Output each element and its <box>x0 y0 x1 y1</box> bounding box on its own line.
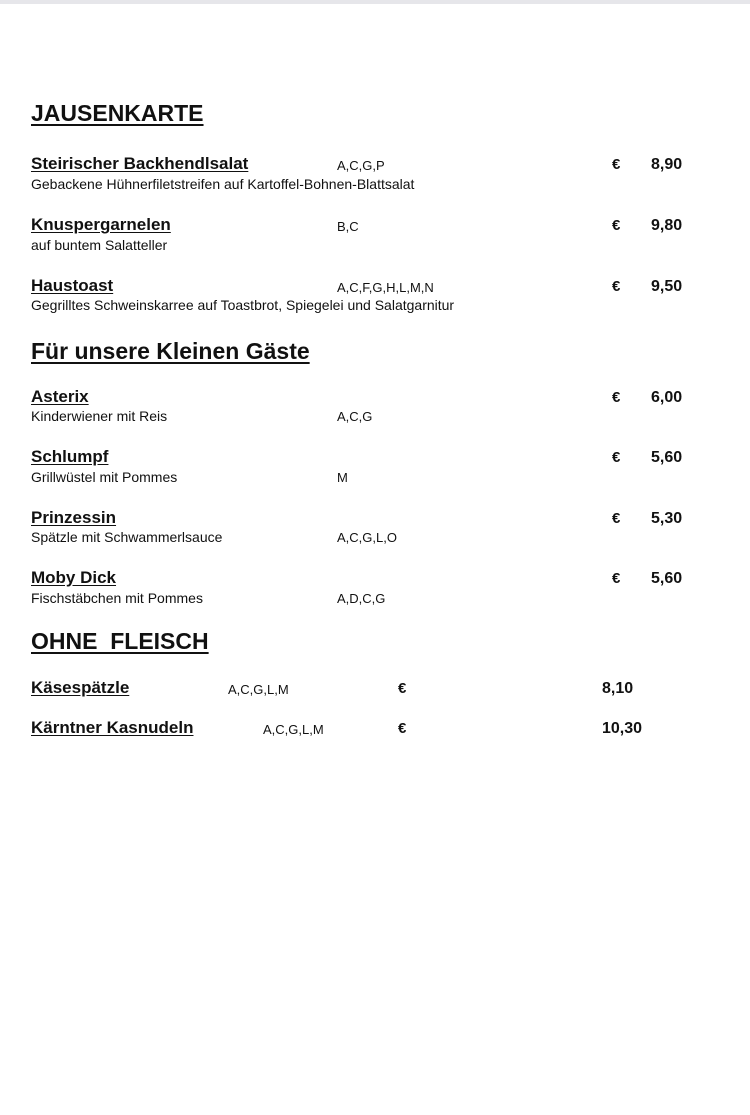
euro-sign: € <box>398 720 407 737</box>
item-allergens: A,C,G,L,M <box>228 682 289 697</box>
item-name: Knuspergarnelen <box>31 215 171 234</box>
euro-sign: € <box>612 570 621 587</box>
euro-sign: € <box>612 217 621 234</box>
item-price: 5,60 <box>651 449 683 466</box>
euro-sign: € <box>612 278 621 295</box>
item-description: Spätzle mit Schwammerlsauce <box>31 529 223 545</box>
item-description: Kinderwiener mit Reis <box>31 408 168 424</box>
euro-sign: € <box>398 680 407 697</box>
item-description: Fischstäbchen mit Pommes <box>31 590 203 606</box>
item-allergens: B,C <box>337 219 359 234</box>
item-price: 5,60 <box>651 570 683 587</box>
top-divider <box>0 0 750 4</box>
section-title-kids: Für unsere Kleinen Gäste <box>31 338 310 364</box>
item-name: Prinzessin <box>31 508 117 527</box>
item-allergens: M <box>337 470 348 485</box>
euro-sign: € <box>612 510 621 527</box>
euro-sign: € <box>612 389 621 406</box>
item-price: 8,90 <box>651 156 683 173</box>
item-allergens: A,C,G <box>337 409 373 424</box>
item-allergens: A,D,C,G <box>337 591 386 606</box>
item-name: Moby Dick <box>31 568 117 587</box>
item-price: 8,10 <box>602 680 634 697</box>
item-description: Grillwüstel mit Pommes <box>31 469 178 485</box>
item-name: Käsespätzle <box>31 678 130 697</box>
item-price: 9,50 <box>651 278 683 295</box>
item-name: Steirischer Backhendlsalat <box>31 154 249 173</box>
item-name: Asterix <box>31 387 89 406</box>
item-allergens: A,C,G,P <box>337 158 385 173</box>
item-description: auf buntem Salatteller <box>31 237 168 253</box>
item-price: 5,30 <box>651 510 683 527</box>
euro-sign: € <box>612 449 621 466</box>
item-price: 10,30 <box>602 720 643 737</box>
item-name: Haustoast <box>31 276 114 295</box>
item-price: 6,00 <box>651 389 683 406</box>
item-allergens: A,C,F,G,H,L,M,N <box>337 280 434 295</box>
item-name: Kärntner Kasnudeln <box>31 718 194 737</box>
item-description: Gebackene Hühnerfiletstreifen auf Kartoffel-Bohnen-Blattsalat <box>31 176 415 192</box>
euro-sign: € <box>612 156 621 173</box>
section-title-vegetarian: OHNE FLEISCH <box>31 628 209 654</box>
item-name: Schlumpf <box>31 447 109 466</box>
item-price: 9,80 <box>651 217 683 234</box>
section-title-jausenkarte: JAUSENKARTE <box>31 100 204 126</box>
item-description: Gegrilltes Schweinskarree auf Toastbrot, Spiegelei und Salatgarnitur <box>31 297 455 313</box>
item-allergens: A,C,G,L,O <box>337 530 397 545</box>
item-allergens: A,C,G,L,M <box>263 722 324 737</box>
